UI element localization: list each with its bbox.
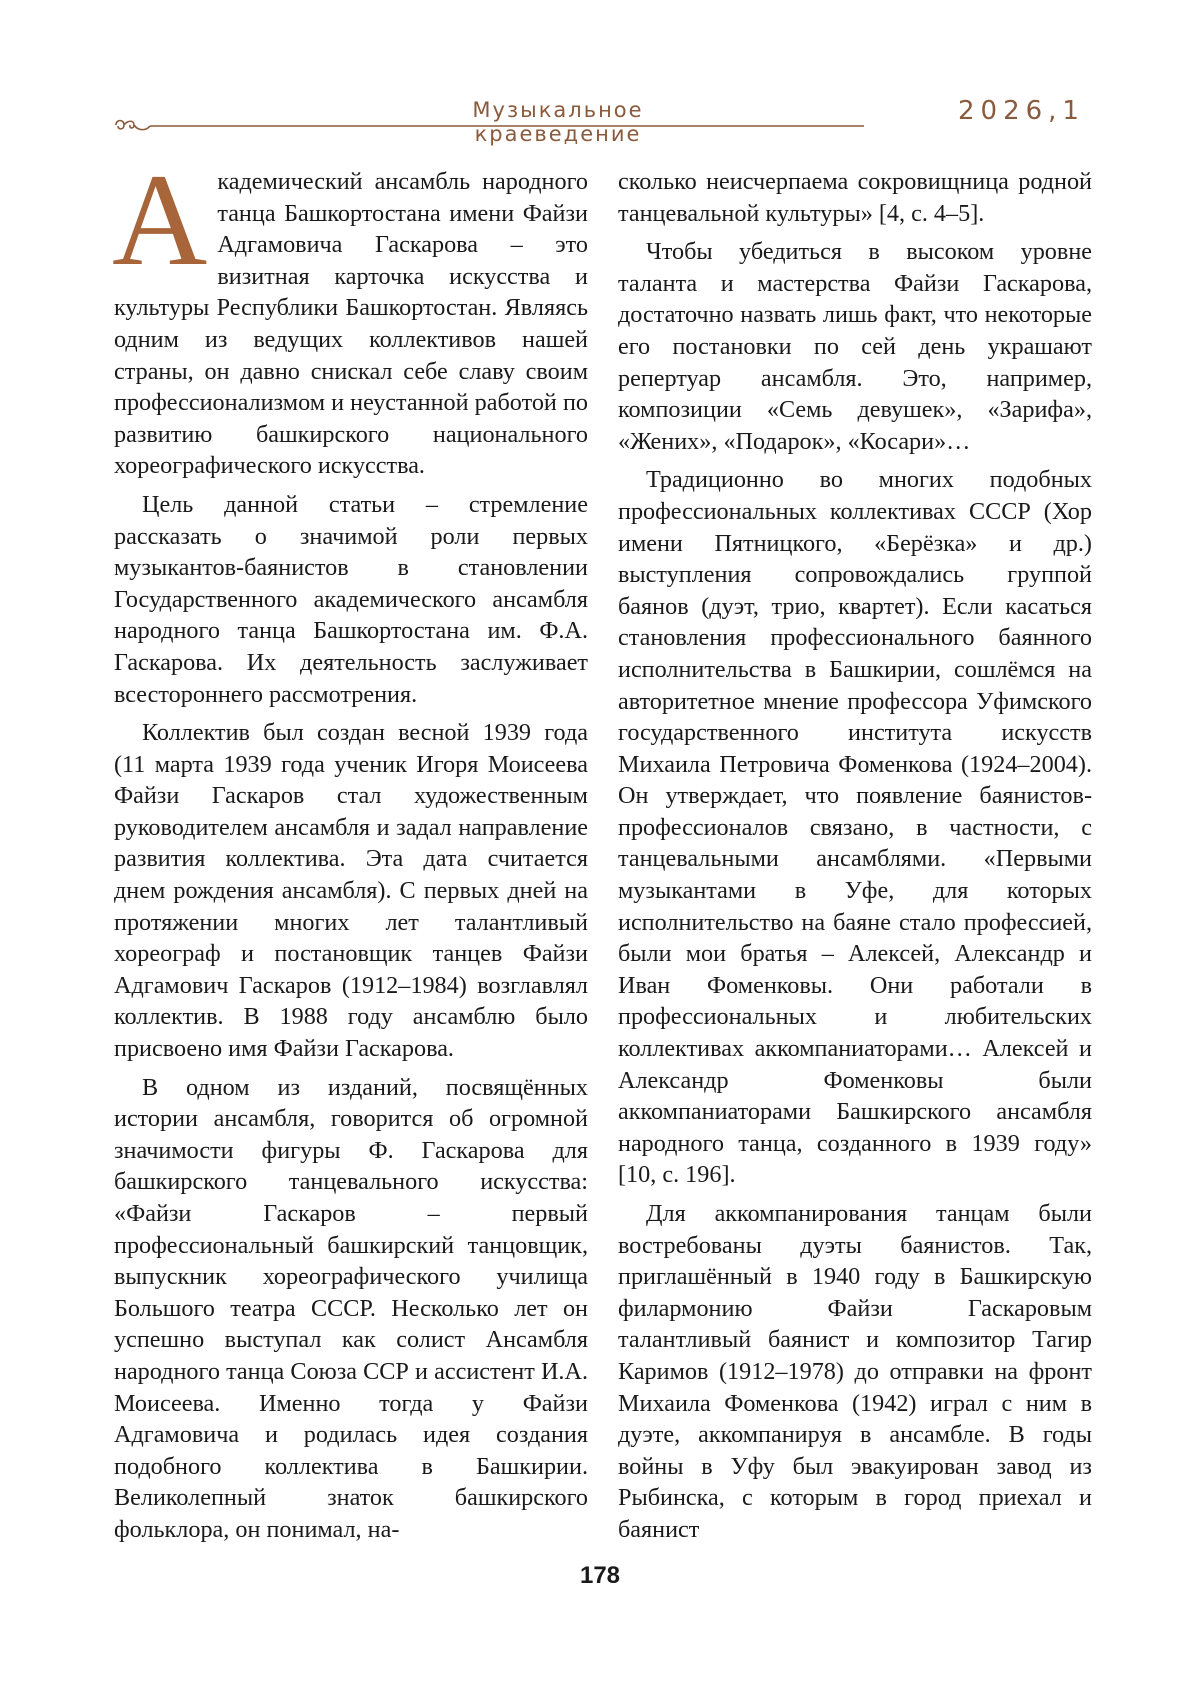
journal-title: Музыкальное краеведение bbox=[472, 98, 644, 146]
paragraph-text: кадемический ансамбль народного танца Башкортостана имени Файзи Адгамовича Гаскарова – это визитная карточка искусства и культуры Республики Башкортостан. Являясь одним из ведущих коллективов нашей страны, он давно снискал себе славу своим профессионализмом и неустанной работой по развитию башкирского национального хореографического искусства. bbox=[114, 168, 588, 480]
paragraph: сколько неисчерпаема сокровищница родной танцевальной культуры» [4, с. 4–5]. bbox=[618, 168, 1092, 227]
page-number: 178 bbox=[579, 1562, 621, 1589]
drop-cap: А bbox=[112, 146, 208, 293]
paragraph: Традиционно во многих подобных профессиональных коллективах СССР (Хор имени Пятницкого, «Берёзка» и др.) выступления сопровождались группой баянов (дуэт, трио, квартет). Если касаться становления профессионального баянного исполнительства в Башкирии, сошлёмся на авторитетное мнение профессора Уфимского государственного института искусств Михаила Петровича Фоменкова (1924–2004). Он утверждает, что появление баянистов-профессионалов связано, в частности, с танцевальными ансамблями. «Первыми музыкантами в Уфе, для которых исполнительство на баяне стало профессией, были мои братья – Алексей, Александр и Иван Фоменковы. Они работали в профессиональных и любительских коллективах аккомпаниаторами… Алексей и Александр Фоменковы были аккомпаниаторами Башкирского ансамбля народного танца, созданного в 1939 году» [10, с. 196]. bbox=[618, 466, 1092, 1189]
left-column bbox=[112, 146, 588, 1553]
paragraph: Коллектив был создан весной 1939 года (11 марта 1939 года ученик Игоря Моисеева Файзи Гаскаров стал художественным руководителем ансамбля и задал направление развития коллектива. Эта дата считается днем рождения ансамбля). С первых дней на протяжении многих лет талантливый хореограф и постановщик танцев Файзи Адгамович Гаскаров (1912–1984) возглавлял коллектив. В 1988 году ансамблю было присвоено имя Файзи Гаскарова. bbox=[114, 719, 588, 1063]
running-header bbox=[0, 0, 1200, 146]
issue-number: 2026,1 bbox=[958, 96, 1085, 126]
paragraph: Чтобы убедиться в высоком уровне таланта и мастерства Файзи Гаскарова, достаточно назвать лишь факт, что некоторые его постановки по сей день украшают репертуар ансамбля. Это, например, композиции «Семь девушек», «Зарифа», «Жених», «Подарок», «Косари»… bbox=[618, 238, 1092, 455]
right-column bbox=[618, 166, 1092, 1553]
paragraph: Цель данной статьи – стремление рассказать о значимой роли первых музыкантов-баянистов в становлении Государственного академического ансамбля народного танца Башкортостана им. Ф.А. Гаскарова. Их деятельность заслуживает всестороннего рассмотрения. bbox=[114, 490, 588, 708]
paragraph: Для аккомпанирования танцам были востребованы дуэты баянистов. Так, приглашённый в 1940 году в Башкирскую филармонию Файзи Гаскаровым талантливый баянист и композитор Тагир Каримов (1912–1978) до отправки на фронт Михаила Фоменкова (1942) играл с ним в дуэте, аккомпанируя в ансамбле. В годы войны в Уфу был эвакуирован завод из Рыбинска, с которым в город приехал и баянист bbox=[618, 1200, 1092, 1543]
paragraph bbox=[112, 146, 588, 482]
paragraph: В одном из изданий, посвящённых истории ансамбля, говорится об огромной значимости фигуры Ф. Гаскарова для башкирского танцевального искусства: «Файзи Гаскаров – первый профессиональный башкирский танцовщик, выпускник хореографического училища Большого театра СССР. Несколько лет он успешно выступал как солист Ансамбля народного танца Союза ССР и ассистент И.А. Моисеева. Именно тогда у Файзи Адгамовича и родилась идея создания подобного коллектива в Башкирии. Великолепный знаток башкирского фольклора, он понимал, на- bbox=[114, 1073, 588, 1543]
